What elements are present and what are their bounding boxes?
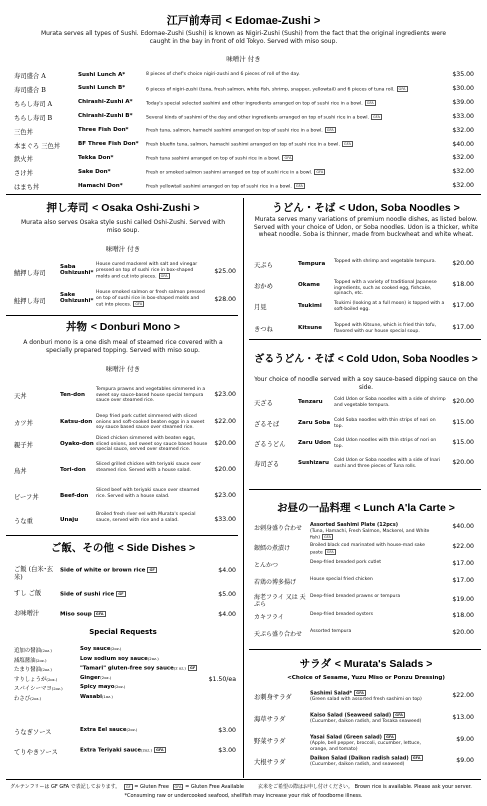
menu-item-description <box>310 629 438 635</box>
menu-item-price: $32.00 <box>452 168 474 176</box>
menu-item-description: Cold Udon noodles with thin strips of nori on top. <box>334 438 437 449</box>
sauce-price: $3.00 <box>218 747 236 754</box>
gluten-badge: GFA <box>160 274 168 279</box>
sauce-jp-name: うなぎソース <box>14 729 52 736</box>
menu-item-jp-name: ちらし寿司 A <box>14 100 53 108</box>
menu-item-price: $4.00 <box>218 567 236 574</box>
menu-item-name: Okame <box>298 281 320 288</box>
menu-item-jp-name: 鳥丼 <box>14 468 27 475</box>
gluten-badge: GFA <box>356 691 364 695</box>
menu-item-price: $23.00 <box>214 391 236 398</box>
menu-item-name: Saba Oshizushi* <box>60 264 94 277</box>
request-jp <box>14 665 52 673</box>
menu-item-price: $22.00 <box>452 543 474 550</box>
menu-item-jp-name: 寿司盛合 B <box>14 86 46 94</box>
menu-item-jp-name: 野菜サラダ <box>254 738 286 745</box>
request-jp-name: 追加の醤油 <box>14 648 41 654</box>
edomae-description: Murata serves all types of Sushi. Edomae-Zushi (Sushi) is known as Nigiri-Zushi (Sushi) from the fact that the original ingredients were caught in the bay in front of old Tokyo. Served with miso soup. <box>40 30 447 45</box>
menu-item-jp-name: 海草サラダ <box>254 716 286 723</box>
gluten-badge: GFA <box>326 549 334 554</box>
request-name <box>80 646 121 652</box>
menu-item-description: Cold Udon or Soba noodles with a side of shrimp and vegetable tempura. <box>334 397 446 408</box>
menu-item-description <box>146 169 436 176</box>
menu-item-description <box>310 612 438 618</box>
udon-title-en: < Udon, Soba Noodles > <box>338 202 460 214</box>
sauce-name-text: Extra Teriyaki sauce <box>80 747 142 754</box>
gluten-badge: GFA <box>316 170 324 175</box>
menu-item-jp-name: 三色丼 <box>14 128 33 136</box>
lunch-title-en: < Lunch A'la Carte > <box>354 502 455 514</box>
menu-item-jp-name: 寿司ざる <box>254 461 280 468</box>
menu-item-name: Beef-don <box>60 492 89 499</box>
menu-item-description <box>310 577 438 583</box>
menu-item-description: Cold Udon or Soba noodles with a side of Inari sushi and three pieces of Tuna rolls. <box>334 458 441 469</box>
divider-top <box>6 194 481 195</box>
menu-item-jp-name: 若鶏の博多揚げ <box>254 579 297 586</box>
gluten-badge: GFA <box>366 100 374 105</box>
menu-item-name: Sushi Lunch A* <box>78 71 126 78</box>
oshi-title-en: < Osaka Oshi-Zushi > <box>92 202 200 214</box>
sauce-price: $3.00 <box>218 727 236 734</box>
menu-item-name: Sake Don* <box>78 168 111 175</box>
menu-item-description-text: House smoked salmon or fresh salmon pressed on top of sushi rice in box-shaped molds and cut into pieces. <box>96 290 205 308</box>
menu-item-price: $17.00 <box>452 302 474 309</box>
request-name <box>80 694 113 700</box>
footer-right-jp: 玄米をご希望の際はお申し付けください。 <box>258 784 354 790</box>
menu-item-description-text: House special fried chicken <box>310 577 373 582</box>
menu-item-name: Tempura <box>298 260 326 267</box>
request-jp <box>14 646 52 654</box>
zaru-description: Your choice of noodle served with a soy sauce-based dipping sauce on the side. <box>254 376 478 391</box>
request-name-text: Ginger <box>80 674 101 681</box>
sauce-name-text: Extra Eel sauce <box>80 727 127 733</box>
salads-subtitle: <Choice of Sesame, Yuzu Miso or Ponzu Dressing) <box>287 675 445 681</box>
donburi-subtitle: 味噌汁 付き <box>105 365 141 373</box>
edomae-title-jp: 江戸前寿司 <box>166 14 222 27</box>
request-size: (1oz.) <box>101 694 113 699</box>
menu-item-description-text: Fresh bluefin tuna, salmon, hamachi sashimi arranged on top of sushi rice in a bowl. <box>146 142 340 148</box>
gluten-badge: GFA <box>135 302 143 307</box>
gluten-badge: GFA <box>412 756 421 760</box>
request-jp-size: (2oz.) <box>40 648 52 653</box>
gluten-badge: GF <box>149 568 155 572</box>
menu-item-description-text: (Cucumber, daikon radish, and Tosaka seaweed) <box>310 719 422 725</box>
menu-item-jp-name: カキフライ <box>254 614 284 621</box>
menu-item-price: $30.00 <box>452 84 474 92</box>
gluten-badge: GFA <box>398 86 406 91</box>
menu-item-description <box>310 543 438 556</box>
menu-item-price: $33.00 <box>214 516 236 523</box>
divider-lunch <box>249 649 481 650</box>
menu-item-description-text: 6 pieces of nigiri-zushi (tuna, fresh salmon, white fish, shrimp, snapper, yellowtail) and 6 pieces of tuna roll. <box>146 87 395 93</box>
edomae-title-en: < Edomae-Zushi > <box>225 15 321 27</box>
menu-item-price: $22.00 <box>214 418 236 425</box>
menu-item-description <box>96 262 206 280</box>
request-size: (2oz.) <box>110 646 122 651</box>
oshi-subtitle: 味噌汁 付き <box>105 245 141 253</box>
menu-item-jp-name: うな重 <box>14 518 33 525</box>
menu-item-description <box>146 114 436 121</box>
request-jp-name: すりしょうが <box>14 676 47 683</box>
menu-item-jp-name: お味噌汁 <box>14 610 40 617</box>
menu-item-name: Sushizaru <box>298 459 330 466</box>
menu-item-name: Kitsune <box>298 324 323 331</box>
oshi-title <box>8 200 238 215</box>
menu-item-description: Topped with shrimp and vegetable tempura. <box>334 259 436 264</box>
request-jp-name: わさび <box>14 696 31 702</box>
gluten-badge: GFA <box>324 535 331 540</box>
menu-item-jp-name: ざるそば <box>254 421 280 428</box>
menu-item-jp-name: きつね <box>254 326 273 333</box>
request-jp <box>14 675 57 683</box>
gluten-badge: GFA <box>95 612 104 616</box>
menu-item-jp-name: お刺身サラダ <box>254 694 292 701</box>
menu-item-description-text: Several kinds of sashimi of the day and other ingredients arranged on top of sushi rice in a bowl. <box>146 115 370 120</box>
salads-title <box>248 656 484 671</box>
menu-item-jp-name: 寿司盛合 A <box>14 73 46 80</box>
menu-item-name: Unaju <box>60 516 79 523</box>
menu-item-price: $9.00 <box>456 757 474 764</box>
menu-item-jp-name: 鮭押し寿司 <box>14 298 46 305</box>
menu-item-description: Topped with a variety of traditional Japanese ingredients, such as cooked egg, fishcake, spinach, etc. <box>334 280 437 297</box>
request-size: (2oz.) <box>147 655 159 661</box>
menu-item-description <box>310 523 438 541</box>
menu-item-description-text: (Apple, bell pepper, broccoli, cucumber, lettuce, orange, and tomato) <box>310 741 421 752</box>
oshi-description: Murata also serves Osaka style sushi called Oshi-Zushi. Served with miso soup. <box>20 219 226 234</box>
menu-item-price: $13.00 <box>452 714 474 721</box>
menu-item-description-text: (Cucumber, daikon radish, and seaweed) <box>310 762 405 768</box>
divider-udon <box>249 339 481 340</box>
lunch-title <box>248 500 484 515</box>
zaru-title-jp: ざるうどん・そば <box>254 354 335 365</box>
sauce-size: (2oz.) <box>126 727 138 732</box>
menu-item-price: $20.00 <box>452 398 474 405</box>
request-jp-name: スパイシーマヨ <box>14 686 52 693</box>
menu-item-description-text: Deep-fried breaded prawns or tempura <box>310 594 401 599</box>
request-jp <box>14 656 46 664</box>
menu-item-name-text: Side of white or brown rice <box>60 567 146 574</box>
menu-item-jp-name: 月見 <box>254 304 267 311</box>
menu-item-description: Sliced beef with teriyaki sauce over steamed rice. Served with a house salad. <box>96 488 200 499</box>
menu-item-description: Tempura prawns and vegetables simmered in a sweet soy sauce-based house special tempura sauce over steamed rice. <box>96 387 206 404</box>
request-name-text: Low sodium soy sauce <box>80 655 148 662</box>
menu-item-jp-name: ご飯 (白米･玄米) <box>14 566 54 581</box>
menu-item-description: Sliced grilled chicken with teriyaki sauce over steamed rice. Served with a house salad. <box>96 462 202 473</box>
menu-item-jp-name: 海老フライ 又は 天ぷら <box>254 594 306 608</box>
request-jp-size: (2oz.) <box>51 686 63 692</box>
sides-title-en: < Side Dishes > <box>117 542 196 554</box>
menu-item-price: $32.00 <box>452 182 474 190</box>
menu-item-jp-name: お刺身盛り合わせ <box>254 525 303 532</box>
menu-item-price: $17.00 <box>452 577 474 584</box>
menu-item-name <box>60 591 126 598</box>
menu-item-price: $32.00 <box>452 126 474 134</box>
menu-item-description-text: Fresh yellowtail sashimi arranged on top of sushi rice in a bowl. <box>146 184 292 190</box>
menu-item-description: Cold Soba noodles with thin strips of nori on top. <box>334 418 436 429</box>
menu-item-name-text: Miso soup <box>60 611 92 618</box>
footer-gfa-badge: GFA <box>174 784 182 789</box>
gluten-badge: GFA <box>326 128 334 133</box>
menu-item-name-text: Sashimi Salad* <box>310 690 353 697</box>
menu-item-description-text: Fresh tuna sashimi arranged on top of sushi rice in a bowl. <box>146 156 281 162</box>
gluten-badge: GFA <box>373 114 380 119</box>
divider-footer <box>6 779 481 780</box>
request-jp <box>14 694 41 702</box>
request-jp-size: (2oz.) <box>46 676 58 682</box>
menu-item-description: Deep fried pork cutlet simmered with sliced onions and soft-cooked beaten eggs in a sweet soy sauce based sauce over steamed rice. <box>96 414 205 431</box>
menu-item-name: Katsu-don <box>60 418 93 425</box>
menu-item-price: $32.00 <box>452 154 474 162</box>
menu-item-jp-name: はまち丼 <box>14 184 40 192</box>
menu-item-jp-name: おかめ <box>254 283 273 290</box>
request-jp-name: たまり醤油 <box>14 667 41 674</box>
menu-item-jp-name: 銀鱈の煮漬け <box>254 545 291 552</box>
gluten-badge: GFA <box>155 748 164 752</box>
menu-item-price: $18.00 <box>452 281 474 288</box>
menu-item-description <box>146 100 436 107</box>
request-size: (2 oz.) <box>173 665 186 671</box>
gluten-badge: GFA <box>385 735 394 739</box>
request-jp-size: (2oz.) <box>35 657 47 663</box>
menu-item-name: Three Fish Don* <box>78 127 129 134</box>
menu-item-jp-name: 本まぐろ 三色丼 <box>14 142 61 150</box>
menu-item-price: $9.00 <box>456 736 474 743</box>
menu-item-name: Oyako-don <box>60 440 94 447</box>
sauce-jp-name: てりやきソース <box>14 749 58 756</box>
requests-price: $1.50/ea <box>208 676 236 683</box>
footer-brown-rice <box>258 783 472 790</box>
donburi-description: A donburi mono is a one dish meal of steamed rice covered with a specially prepared topping. Served with miso soup. <box>23 339 223 354</box>
zaru-title-en: < Cold Udon, Soba Noodles > <box>337 354 478 365</box>
menu-item-name <box>60 611 106 618</box>
sides-title <box>8 540 238 555</box>
menu-item-jp-name: 天ぷら盛り合わせ <box>254 631 303 638</box>
request-size: (2oz.) <box>114 684 126 690</box>
menu-item-name: Zaru Soba <box>298 419 331 426</box>
menu-item-name-text: Daikon Salad (Daikon radish salad) <box>310 755 409 762</box>
menu-item-description <box>96 290 206 308</box>
menu-item-description-text: Assorted tempura <box>310 629 352 634</box>
menu-item-jp-name: ビーフ丼 <box>14 494 39 501</box>
menu-item-price: $5.00 <box>218 591 236 598</box>
menu-item-name: BF Three Fish Don* <box>78 141 139 147</box>
menu-item-name <box>60 567 157 574</box>
menu-item-price: $15.00 <box>452 439 474 446</box>
menu-item-description <box>310 755 438 768</box>
request-name <box>80 684 125 690</box>
menu-item-jp-name: 天丼 <box>14 393 27 400</box>
footer-left-jp: グルテンフリーは GF GFA で表記しております。 <box>10 784 121 790</box>
donburi-title-jp: 丼物 <box>66 321 88 333</box>
menu-item-name-text: Yasai Salad (Green salad) <box>310 734 382 741</box>
menu-item-description <box>146 155 436 162</box>
footer-gfa-label: = Gluten Free Available <box>185 784 244 790</box>
menu-item-name: Chirashi-Zushi B* <box>78 113 133 120</box>
menu-item-name: Assorted Sashimi Plate (12pcs) <box>310 522 399 528</box>
salads-title-jp: サラダ <box>299 658 332 670</box>
divider-oshi <box>6 315 238 316</box>
menu-item-description <box>146 72 436 78</box>
request-name <box>80 656 159 662</box>
menu-item-name: Tsukimi <box>298 302 322 309</box>
footer-right-en: Brown rice is available. Please ask your server. <box>354 784 472 790</box>
request-size: (2oz.) <box>100 674 112 680</box>
menu-item-description <box>310 734 438 752</box>
menu-item-jp-name: 鯖押し寿司 <box>14 270 46 277</box>
menu-item-name-text: Kaiso Salad (Seaweed salad) <box>310 712 392 719</box>
menu-item-jp-name: 天ぷら <box>254 262 273 269</box>
menu-item-jp-name: カツ丼 <box>14 420 33 427</box>
gluten-badge: GFA <box>284 156 292 161</box>
request-name-text: Spicy mayo <box>80 684 115 691</box>
menu-item-jp-name: とんかつ <box>254 562 279 569</box>
menu-item-jp-name: 大根サラダ <box>254 759 286 766</box>
menu-item-price: $25.00 <box>214 268 236 275</box>
menu-item-jp-name: 天ざる <box>254 400 273 407</box>
request-jp <box>14 684 63 692</box>
menu-item-price: $20.00 <box>214 440 236 447</box>
menu-item-description-text: Deep-fried breaded pork cutlet <box>310 560 382 565</box>
menu-item-jp-name: すし ご飯 <box>14 590 42 597</box>
menu-item-description-text: House cured mackerel with salt and vinegar pressed on top of sushi rice in box-shaped molds and cut into pieces. <box>96 262 198 280</box>
menu-item-jp-name: さけ丼 <box>14 170 33 178</box>
zaru-title <box>248 350 484 365</box>
menu-item-description-text: Fresh or smoked salmon sashimi arranged on top of sushi rice in a bowl. <box>146 170 313 176</box>
udon-title-jp: うどん・そば <box>272 202 336 214</box>
menu-item-name: Sake Oshizushi* <box>60 292 94 305</box>
menu-item-description <box>310 560 438 566</box>
request-name <box>80 675 111 681</box>
footer-gf-badge: GF <box>125 784 131 789</box>
menu-item-price: $20.00 <box>452 629 474 636</box>
menu-item-description: Diced chicken simmered with beaten eggs, sliced onions, and sweet soy sauce based house special sauce, served over steamed rice. <box>96 436 208 453</box>
udon-title <box>248 200 484 215</box>
menu-item-description-text: Broiled black cod marinated with house-mad sake paste <box>310 543 425 556</box>
menu-item-jp-name: 親子丼 <box>14 442 33 449</box>
footer-gf-label: = Gluten Free <box>134 784 169 790</box>
menu-item-price: $20.00 <box>452 260 474 267</box>
menu-item-name: Hamachi Don* <box>78 182 123 189</box>
menu-item-description-text: 8 pieces of chef's choice nigiri-zushi and 6 pieces of roll of the day. <box>146 71 300 77</box>
menu-item-description-text: Fresh tuna, salmon, hamachi sashimi arranged on top of sushi rice in a bowl. <box>146 128 323 134</box>
menu-item-description <box>146 141 436 148</box>
menu-item-description <box>310 594 438 600</box>
gluten-badge: GFA <box>395 713 403 717</box>
menu-item-price: $15.00 <box>452 419 474 426</box>
menu-item-description-text: (Tuna, Hamachi, Fresh Salmon, Mackerel, and White fish) <box>310 528 430 541</box>
menu-item-name: Tekka Don* <box>78 154 114 161</box>
request-name-text: Soy sauce <box>80 646 111 652</box>
menu-item-price: $22.00 <box>452 692 474 699</box>
menu-item-price: $17.00 <box>452 324 474 331</box>
footer-gluten-legend <box>10 783 244 790</box>
menu-item-price: $39.00 <box>452 98 474 106</box>
menu-item-description: Tsukimi (looking at a full moon) is topped with a soft-boiled egg. <box>334 301 445 312</box>
menu-item-price: $4.00 <box>218 611 236 618</box>
menu-item-price: $17.00 <box>452 560 474 567</box>
menu-item-price: $20.00 <box>452 459 474 466</box>
menu-item-price: $35.00 <box>452 71 474 78</box>
menu-item-price: $20.00 <box>214 466 236 473</box>
menu-item-price: $40.00 <box>452 140 474 148</box>
divider-donburi <box>6 535 238 536</box>
menu-item-jp-name: 鉄火丼 <box>14 156 33 164</box>
donburi-title <box>8 319 238 334</box>
menu-item-price: $19.00 <box>452 596 474 603</box>
menu-item-description-text: Deep-fried breaded oysters <box>310 612 374 617</box>
menu-item-name: Zaru Udon <box>298 439 331 446</box>
sauce-size: (2oz.) <box>141 747 152 753</box>
menu-item-description <box>310 690 438 703</box>
menu-item-price: $28.00 <box>214 296 236 303</box>
menu-item-description <box>146 183 436 190</box>
menu-item-price: $18.00 <box>452 612 474 619</box>
request-name <box>80 665 197 672</box>
request-jp-size: (2oz.) <box>30 696 42 701</box>
menu-item-description <box>146 127 436 134</box>
menu-item-price: $23.00 <box>214 492 236 499</box>
udon-description: Murata serves many variations of premium noodle dishes, as listed below. Served with your choice of Udon, or Soba noodles. Udon is a thicker, white wheat noodle. Soba is thinner, made from buckwheat and white wheat. <box>253 216 479 238</box>
footer-consumer-warning: *Consuming raw or undercooked seafood, shellfish may increase your risk of foodborne illness. <box>124 793 363 799</box>
sauce-name <box>80 747 166 754</box>
menu-item-jp-name: ざるうどん <box>254 441 286 448</box>
gluten-badge: GFA <box>295 184 303 188</box>
sides-title-jp: ご飯、その他 <box>50 542 114 554</box>
menu-item-name: Tori-don <box>60 466 86 473</box>
menu-item-name: Ten-don <box>60 391 85 398</box>
menu-item-jp-name: ちらし寿司 B <box>14 114 53 122</box>
menu-item-price: $40.00 <box>452 523 474 530</box>
special-requests-title: Special Requests <box>89 628 157 636</box>
oshi-title-jp: 押し寿司 <box>46 202 89 214</box>
request-name-text: Wasabi <box>80 694 102 700</box>
divider-vertical <box>243 198 244 778</box>
sauce-name <box>80 727 137 733</box>
request-name-text: "Tamari" gluten-free soy sauce <box>80 665 174 672</box>
menu-item-description-text: Today's special selected sashimi and other ingredients arranged on top of sushi rice in a bowl. <box>146 101 363 107</box>
edomae-title <box>0 12 487 28</box>
gluten-badge: GF <box>189 666 196 671</box>
menu-item-name-text: Side of sushi rice <box>60 591 115 598</box>
menu-item-description <box>310 712 438 725</box>
menu-item-description <box>146 86 436 93</box>
menu-item-description-text: (Green salad with assorted fresh sashimi on top) <box>310 697 422 703</box>
gluten-badge: GFA <box>343 142 351 147</box>
request-jp-size: (2oz.) <box>40 667 52 673</box>
request-jp-name: 減塩醤油 <box>14 657 36 664</box>
menu-item-name: Tenzaru <box>298 398 323 405</box>
menu-item-price: $33.00 <box>452 112 474 120</box>
menu-item-description: Topped with Kitsune, which is fried thin tofu, flavored with our house special soup. <box>334 323 437 334</box>
donburi-title-en: < Donburi Mono > <box>90 321 180 333</box>
lunch-title-jp: お昼の一品料理 <box>277 502 351 514</box>
divider-zaru <box>249 489 481 490</box>
salads-title-en: < Murata's Salads > <box>334 658 433 670</box>
gluten-badge: GF <box>118 592 124 596</box>
edomae-subtitle: 味噌汁 付き <box>226 55 261 63</box>
menu-item-description: Broiled fresh river eel with Murata's special sauce, served with rice and a salad. <box>96 512 196 523</box>
menu-item-name: Chirashi-Zushi A* <box>78 99 133 106</box>
menu-item-name: Sushi Lunch B* <box>78 85 126 92</box>
